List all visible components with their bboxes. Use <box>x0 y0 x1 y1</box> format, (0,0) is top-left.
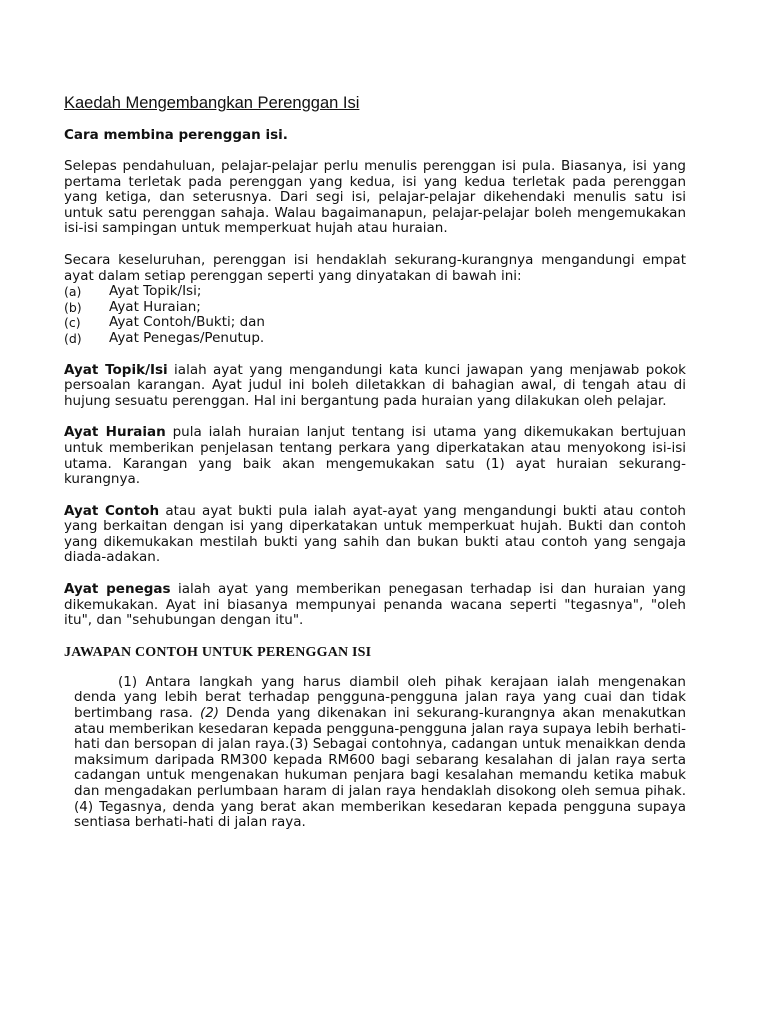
list-text: Ayat Topik/Isi; <box>109 283 202 300</box>
penegas-text: ialah ayat yang memberikan penegasan terhadap isi dan huraian yang dikemukakan. Ayat ini biasanya mempunyai penanda wacana seperti "tegasnya", "oleh itu", dan "sehubungan dengan itu". <box>64 581 686 629</box>
answer-part-2: (2) <box>199 705 220 722</box>
list-text: Ayat Huraian; <box>109 298 201 315</box>
huraian-text: pula ialah huraian lanjut tentang isi utama yang dikemukakan bertujuan untuk memberikan penjelasan tentang perkara yang diperkatakan atau menyokong isi-isi utama. Karangan yang baik akan mengemukakan satu (1) ayat huraian sekurang-kurangnya. <box>64 424 686 488</box>
example-paragraph <box>64 504 686 566</box>
summary-paragraph: Secara keseluruhan, perenggan isi hendaklah sekurang-kurangnya mengandungi empat ayat dalam setiap perenggan seperti yang dinyatakan di bawah ini: <box>64 251 686 284</box>
list-item <box>64 284 686 300</box>
list-item <box>64 331 686 347</box>
list-label: (a) <box>64 284 82 300</box>
intro-paragraph: Selepas pendahuluan, pelajar-pelajar perlu menulis perenggan isi pula. Biasanya, isi yang pertama terletak pada perenggan yang kedua, isi yang kedua terletak pada perenggan yang ketiga, dan seterusnya. Dari segi isi, pelajar-pelajar dikehendaki menulis satu isi untuk satu perenggan sahaja. Walau bagaimanapun, pelajar-pelajar boleh mengemukakan isi-isi sampingan untuk memperkuat hujah atau huraian. <box>64 158 686 237</box>
topik-text: ialah ayat yang mengandungi kata kunci jawapan yang menjawab pokok persoalan karangan. Ayat judul ini boleh diletakkan di bahagian awal, di tengah atau di hujung sesuatu perenggan. Hal ini bergantung pada huraian yang dilakukan oleh pelajar. <box>64 361 686 409</box>
topic-sentence-paragraph <box>64 363 686 410</box>
answer-part-3: Denda yang dikenakan ini sekurang-kurangnya akan menakutkan atau memberikan kesedaran kepada pengguna-pengguna jalan raya supaya lebih berhati-hati dan bersopan di jalan raya.(3) Sebagai contohnya, cadangan untuk menaikkan denda maksimum daripada RM300 kepada RM600 bagi sebarang kesalahan di jalan raya serta cadangan untuk mengenakan hukuman penjara bagi kesalahan memandu ketika mabuk dan mengadakan perlumbaan haram di jalan raya hendaklah disokong oleh semua pihak. (4) Tegasnya, denda yang berat akan memberikan kesedaran kepada pengguna supaya sentiasa berhati-hati di jalan raya. <box>74 705 686 831</box>
list-text: Ayat Penegas/Penutup. <box>109 329 265 346</box>
answer-heading: JAWAPAN CONTOH UNTUK PERENGGAN ISI <box>64 644 372 660</box>
list-label: (c) <box>64 315 81 331</box>
list-label: (d) <box>64 330 82 346</box>
term-topik: Ayat Topik/Isi <box>64 361 168 378</box>
contoh-text: atau ayat bukti pula ialah ayat-ayat yang mengandungi bukti atau contoh yang berkaitan dengan isi yang diperkatakan untuk memperkuat hujah. Bukti dan contoh yang dikemukakan mestilah bukti yang sahih dan bukan bukti atau contoh yang sengaja diada-adakan. <box>64 502 686 566</box>
list-item <box>64 300 686 316</box>
list-item <box>64 315 686 331</box>
document-body <box>64 94 686 844</box>
answer-part-1: (1) Antara langkah yang harus diambil oleh pihak kerajaan ialah mengenakan denda yang lebih berat terhadap pengguna-pengguna jalan raya yang cuai dan tidak bertimbang rasa. <box>74 673 686 722</box>
list-text: Ayat Contoh/Bukti; dan <box>109 314 265 331</box>
term-penegas: Ayat penegas <box>64 581 171 598</box>
sample-answer-paragraph <box>74 675 686 831</box>
emphasis-paragraph <box>64 582 686 629</box>
term-huraian: Ayat Huraian <box>64 424 166 441</box>
sentence-type-list <box>64 284 686 346</box>
term-contoh: Ayat Contoh <box>64 502 160 519</box>
elaboration-paragraph <box>64 425 686 487</box>
list-label: (b) <box>64 299 82 315</box>
page-title: Kaedah Mengembangkan Perenggan Isi <box>64 94 360 112</box>
section-subtitle: Cara membina perenggan isi. <box>64 127 288 143</box>
